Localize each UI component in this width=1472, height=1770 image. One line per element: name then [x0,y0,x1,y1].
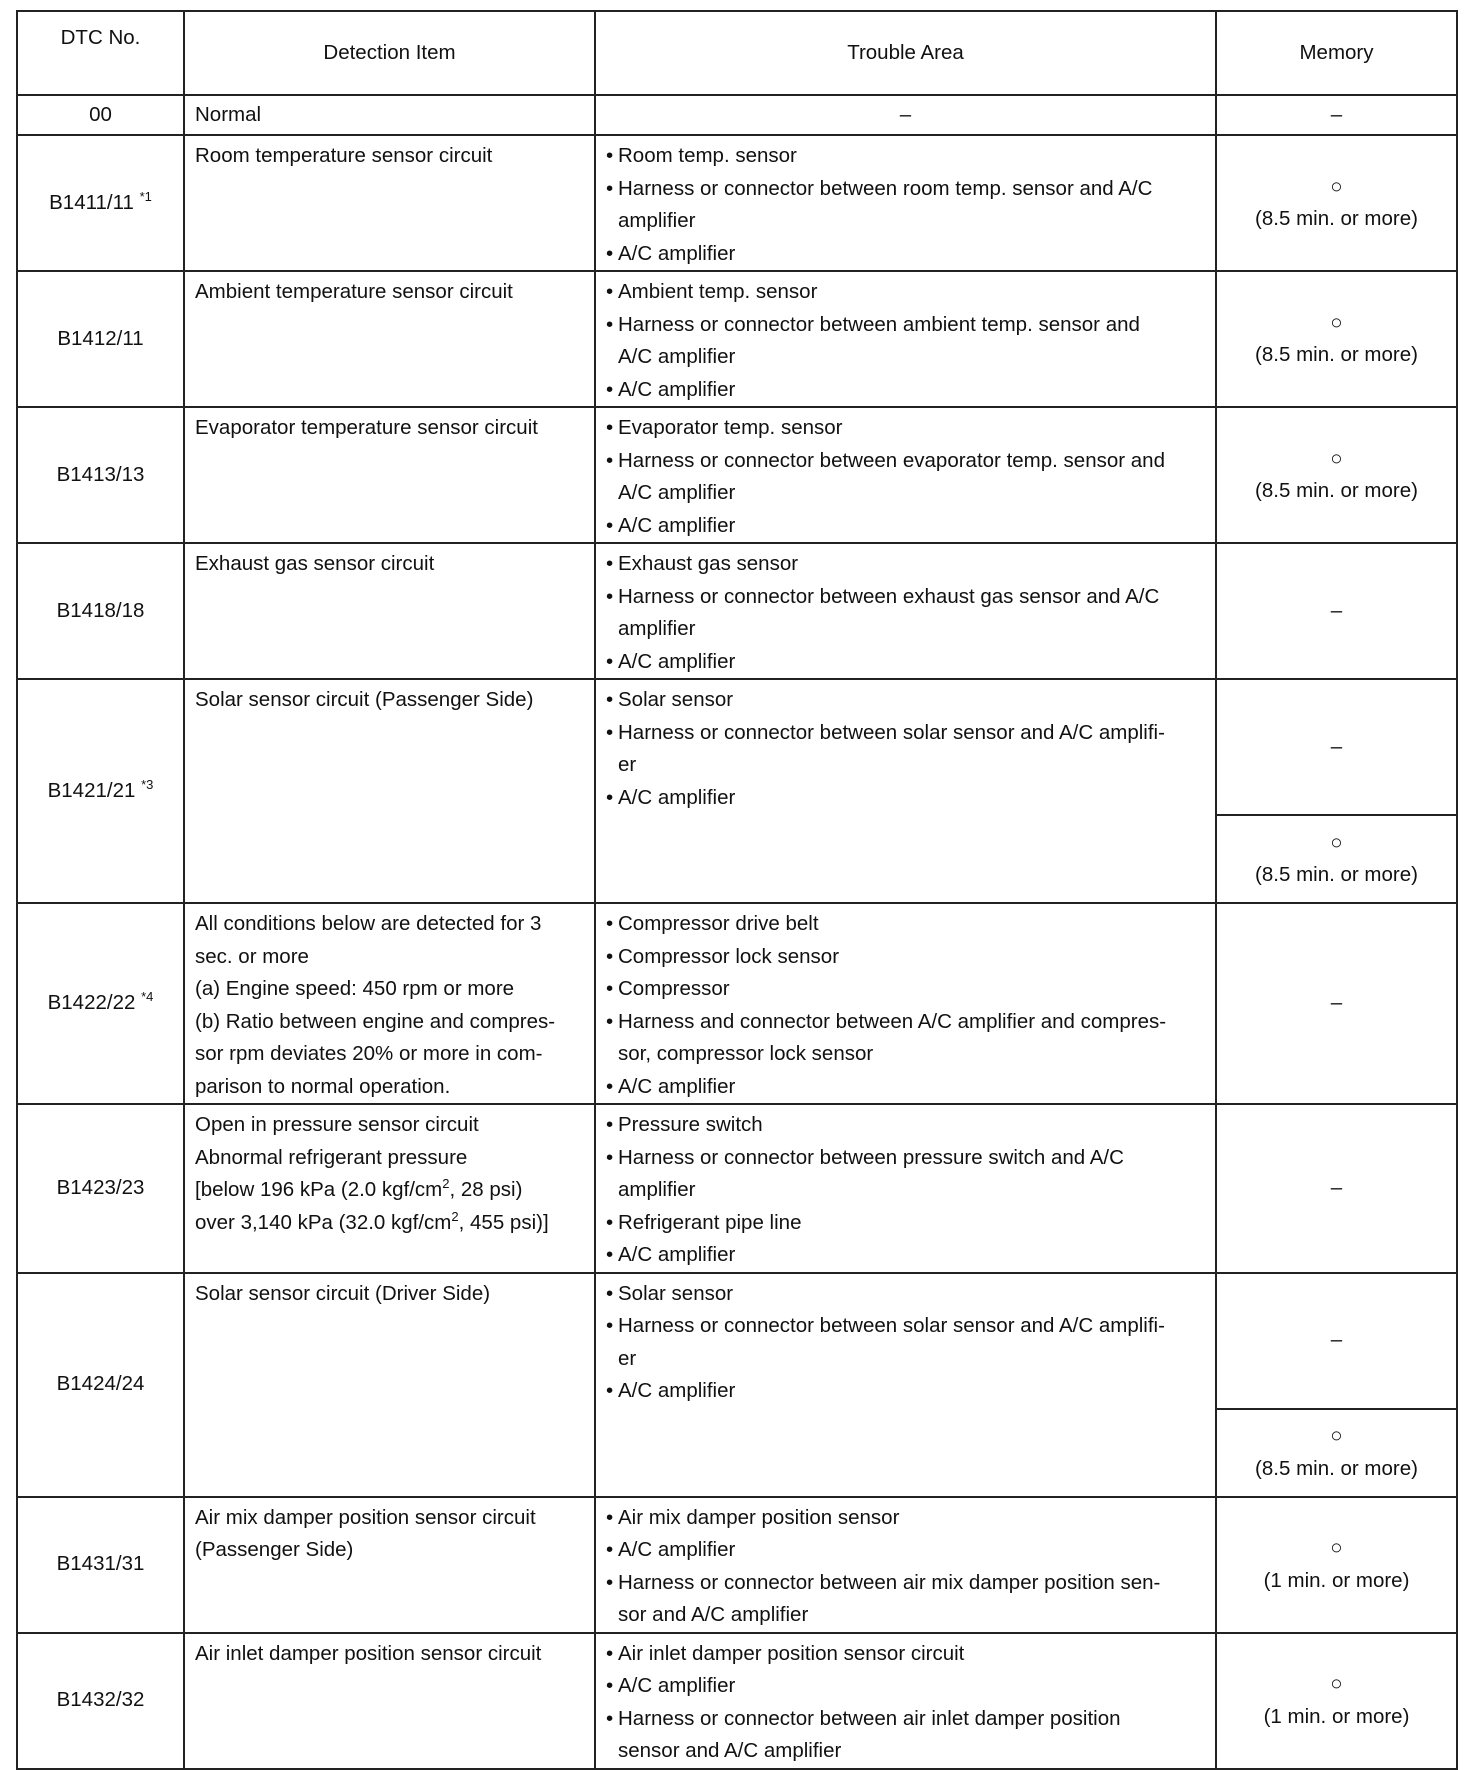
bullet-icon: • [606,1243,614,1266]
detection-line: Normal [195,102,262,126]
memory-time: (1 min. or more) [1263,1704,1410,1728]
trouble-line [606,1239,1207,1272]
dtc-note: *1 [139,188,152,204]
memory-cell [1216,815,1457,903]
bullet-icon: • [606,280,614,303]
memory-cell [1216,1497,1457,1633]
bullet-icon: • [606,1674,614,1697]
trouble-text: Air inlet damper position sensor circuit [618,1641,965,1665]
bullet-icon: • [606,1113,614,1136]
trouble-text: Solar sensor [618,1281,734,1305]
trouble-line [606,1038,1207,1071]
trouble-line [606,173,1207,206]
detection-line: Solar sensor circuit (Driver Side) [195,1281,491,1305]
dtc-table [16,10,1458,1770]
superscript: 2 [442,1176,450,1192]
trouble-line [606,1071,1207,1104]
trouble-line [606,341,1207,374]
detection-line: Open in pressure sensor circuit [195,1113,479,1136]
trouble-text: A/C amplifier [618,377,736,401]
bullet-icon: • [606,720,614,744]
trouble-line [606,1502,1207,1535]
bullet-icon: • [606,448,614,472]
trouble-area-cell [595,271,1216,407]
pressure-below-text: [below 196 kPa (2.0 kgf/cm [195,1178,443,1201]
table-row [17,1104,1457,1273]
memory-time: (8.5 min. or more) [1255,1456,1418,1480]
detection-line: Air inlet damper position sensor circuit [195,1641,542,1665]
trouble-line [606,445,1207,478]
table-row [17,679,1457,815]
dtc-code: B1418/18 [56,598,145,622]
trouble-line [606,749,1207,782]
dtc-cell [17,903,184,1104]
trouble-area-cell [595,903,1216,1104]
trouble-line [606,1735,1207,1768]
trouble-text: Harness and connector between A/C amplifier and compres- [618,1009,1167,1033]
trouble-line [606,581,1207,614]
memory-dash: – [1330,598,1343,622]
trouble-line [606,1375,1207,1408]
detection-line: Room temperature sensor circuit [195,144,493,167]
detection-cell [184,1497,595,1633]
trouble-area-cell [595,1633,1216,1769]
dtc-code: B1413/13 [56,462,145,486]
trouble-line [606,309,1207,342]
dtc-code: B1412/11 [57,326,144,350]
trouble-line [606,1567,1207,1600]
dtc-cell [17,95,184,135]
bullet-icon: • [606,1009,614,1033]
dtc-note: *3 [141,776,154,792]
dtc-table-page [16,10,1456,1770]
trouble-line [606,1703,1207,1736]
detection-cell [184,543,595,679]
table-row [17,543,1457,679]
bullet-icon: • [606,1210,614,1234]
trouble-area-cell [595,407,1216,543]
trouble-text: er [618,1346,637,1370]
bullet-icon: • [606,513,614,537]
bullet-icon: • [606,1570,614,1594]
pressure-over-unit: , 455 psi)] [458,1210,549,1234]
bullet-icon: • [606,377,614,401]
trouble-line [606,276,1207,309]
trouble-text: Air mix damper position sensor [618,1505,900,1529]
memory-dash: – [1330,1328,1343,1352]
trouble-line [606,510,1207,543]
dtc-note: *4 [141,989,154,1005]
trouble-text: A/C amplifier [618,1243,736,1266]
memory-dash: – [1330,1176,1343,1199]
detection-line [195,1174,586,1207]
trouble-text: A/C amplifier [618,1074,736,1098]
trouble-text: Compressor [618,977,730,1000]
memory-cell [1216,903,1457,1104]
memory-time: (1 min. or more) [1263,1568,1410,1592]
trouble-text: amplifier [618,617,696,640]
detection-line: (b) Ratio between engine and compres- [195,1009,556,1033]
trouble-text: Exhaust gas sensor [618,552,799,575]
bullet-icon: • [606,649,614,673]
trouble-area-cell [595,543,1216,679]
memory-time: (8.5 min. or more) [1255,343,1418,366]
trouble-line [606,1534,1207,1567]
trouble-line [606,1310,1207,1343]
trouble-text: er [618,753,637,776]
memory-circle-icon: ○ [1330,310,1343,334]
dtc-cell [17,1497,184,1633]
detection-line: (Passenger Side) [195,1538,354,1561]
trouble-area-cell [595,1104,1216,1273]
header-dtc-no: DTC No. [17,11,184,95]
trouble-line [606,548,1207,581]
trouble-line [606,1142,1207,1175]
trouble-line [606,412,1207,445]
detection-cell [184,95,595,135]
memory-cell [1216,1409,1457,1497]
trouble-text: A/C amplifier [618,1674,736,1697]
memory-time: (8.5 min. or more) [1255,863,1418,886]
trouble-line [606,717,1207,750]
bullet-icon: • [606,688,614,711]
table-row [17,135,1457,271]
memory-circle-icon: ○ [1330,446,1343,470]
memory-circle-icon: ○ [1330,830,1343,854]
detection-cell [184,1633,595,1769]
trouble-line [606,973,1207,1006]
detection-line: Evaporator temperature sensor circuit [195,416,538,439]
dtc-code: B1421/21 [47,778,136,802]
trouble-line [606,1670,1207,1703]
detection-line: Abnormal refrigerant pressure [195,1145,468,1169]
trouble-line [606,140,1207,173]
dtc-code: B1424/24 [56,1372,145,1396]
trouble-dash: – [899,102,912,126]
trouble-text: A/C amplifier [618,785,736,809]
trouble-line [606,1109,1207,1142]
table-row [17,1497,1457,1633]
pressure-over-text: over 3,140 kPa (32.0 kgf/cm [195,1210,452,1234]
trouble-text: Solar sensor [618,688,734,711]
detection-cell [184,679,595,903]
trouble-text: Harness or connector between ambient temp. sensor and [618,312,1140,336]
trouble-text: Room temp. sensor [618,144,797,167]
trouble-text: A/C amplifier [618,1538,736,1561]
trouble-text: A/C amplifier [618,345,736,368]
detection-line: sor rpm deviates 20% or more in com- [195,1042,543,1065]
header-memory: Memory [1216,11,1457,95]
trouble-text: A/C amplifier [618,1379,736,1402]
bullet-icon: • [606,176,614,200]
trouble-text: Pressure switch [618,1113,763,1136]
dtc-cell [17,271,184,407]
dtc-cell [17,1104,184,1273]
trouble-line [606,1174,1207,1207]
memory-circle-icon: ○ [1330,1536,1343,1559]
detection-line: Exhaust gas sensor circuit [195,552,435,575]
detection-line [195,1207,586,1240]
table-header-row [17,11,1457,95]
table-row [17,95,1457,135]
detection-line: All conditions below are detected for 3 [195,912,542,935]
memory-dash: – [1330,102,1343,126]
bullet-icon: • [606,1538,614,1561]
bullet-icon: • [606,1505,614,1529]
table-row [17,903,1457,1104]
dtc-cell [17,135,184,271]
detection-line: Solar sensor circuit (Passenger Side) [195,688,534,711]
detection-line: sec. or more [195,944,309,968]
bullet-icon: • [606,977,614,1000]
bullet-icon: • [606,416,614,439]
trouble-text: Harness or connector between air inlet damper position [618,1706,1121,1730]
bullet-icon: • [606,1145,614,1169]
dtc-cell [17,1273,184,1497]
trouble-line [606,1207,1207,1240]
dtc-cell [17,679,184,903]
memory-dash: – [1330,734,1343,758]
bullet-icon: • [606,1641,614,1665]
memory-circle-icon: ○ [1330,1424,1343,1447]
memory-cell [1216,1633,1457,1769]
trouble-text: A/C amplifier [618,513,736,537]
trouble-area-cell [595,1273,1216,1497]
bullet-icon: • [606,785,614,809]
bullet-icon: • [606,1281,614,1305]
superscript: 2 [451,1208,459,1224]
trouble-text: Ambient temp. sensor [618,280,818,303]
table-row [17,271,1457,407]
table-row [17,1633,1457,1769]
memory-cell [1216,1104,1457,1273]
trouble-line [606,908,1207,941]
trouble-line [606,646,1207,679]
detection-cell [184,271,595,407]
detection-line: Air mix damper position sensor circuit [195,1505,536,1529]
trouble-text: A/C amplifier [618,649,736,673]
memory-circle-icon: ○ [1330,174,1343,198]
trouble-line [606,684,1207,717]
trouble-line [606,1638,1207,1671]
trouble-area-cell [595,95,1216,135]
memory-dash: – [1330,991,1343,1015]
trouble-area-cell [595,679,1216,903]
memory-cell [1216,271,1457,407]
bullet-icon: • [606,912,614,935]
memory-cell [1216,407,1457,543]
memory-time: (8.5 min. or more) [1255,479,1418,502]
bullet-icon: • [606,584,614,608]
trouble-text: sor and A/C amplifier [618,1603,809,1626]
trouble-line [606,1006,1207,1039]
trouble-line [606,941,1207,974]
memory-time: (8.5 min. or more) [1255,207,1418,230]
trouble-text: Evaporator temp. sensor [618,416,843,439]
trouble-text: Harness or connector between exhaust gas sensor and A/C [618,584,1160,608]
dtc-code: B1411/11 [49,190,134,214]
detection-cell [184,903,595,1104]
bullet-icon: • [606,241,614,265]
dtc-code: B1431/31 [56,1552,145,1576]
trouble-text: Harness or connector between pressure switch and A/C [618,1145,1124,1169]
bullet-icon: • [606,1074,614,1098]
header-trouble-area: Trouble Area [595,11,1216,95]
detection-line: (a) Engine speed: 450 rpm or more [195,977,515,1000]
pressure-below-unit: , 28 psi) [449,1178,523,1201]
dtc-code: B1423/23 [56,1176,145,1199]
bullet-icon: • [606,312,614,336]
memory-cell [1216,95,1457,135]
bullet-icon: • [606,144,614,167]
dtc-code: B1422/22 [47,991,136,1015]
trouble-line [606,782,1207,815]
detection-cell [184,1273,595,1497]
detection-line: parison to normal operation. [195,1074,451,1098]
trouble-text: amplifier [618,1178,696,1201]
bullet-icon: • [606,944,614,968]
header-detection-item: Detection Item [184,11,595,95]
trouble-line [606,205,1207,238]
trouble-text: amplifier [618,209,696,232]
trouble-text: Compressor lock sensor [618,944,840,968]
trouble-area-cell [595,135,1216,271]
trouble-text: sensor and A/C amplifier [618,1739,842,1762]
table-row [17,407,1457,543]
dtc-code: 00 [89,102,112,126]
trouble-line [606,238,1207,271]
dtc-cell [17,1633,184,1769]
trouble-area-cell [595,1497,1216,1633]
table-row [17,1273,1457,1409]
trouble-text: Harness or connector between solar sensor and A/C amplifi- [618,720,1165,744]
trouble-line [606,1343,1207,1376]
dtc-cell [17,543,184,679]
trouble-text: Harness or connector between room temp. sensor and A/C [618,176,1153,200]
memory-cell [1216,543,1457,679]
trouble-text: A/C amplifier [618,481,736,504]
memory-cell [1216,135,1457,271]
trouble-text: Compressor drive belt [618,912,819,935]
bullet-icon: • [606,552,614,575]
trouble-text: A/C amplifier [618,241,736,265]
detection-line: Ambient temperature sensor circuit [195,280,513,303]
trouble-line [606,1599,1207,1632]
trouble-line [606,374,1207,407]
bullet-icon: • [606,1314,614,1337]
detection-cell [184,135,595,271]
trouble-text: Refrigerant pipe line [618,1210,802,1234]
trouble-line [606,613,1207,646]
trouble-text: Harness or connector between solar sensor and A/C amplifi- [618,1314,1165,1337]
dtc-cell [17,407,184,543]
bullet-icon: • [606,1706,614,1730]
trouble-line [606,1278,1207,1311]
dtc-code: B1432/32 [56,1688,145,1712]
bullet-icon: • [606,1379,614,1402]
memory-cell [1216,679,1457,815]
trouble-text: Harness or connector between air mix damper position sen- [618,1570,1161,1594]
detection-cell [184,407,595,543]
trouble-text: sor, compressor lock sensor [618,1042,874,1065]
trouble-text: Harness or connector between evaporator temp. sensor and [618,448,1165,472]
memory-cell [1216,1273,1457,1409]
memory-circle-icon: ○ [1330,1672,1343,1695]
detection-cell [184,1104,595,1273]
trouble-line [606,477,1207,510]
